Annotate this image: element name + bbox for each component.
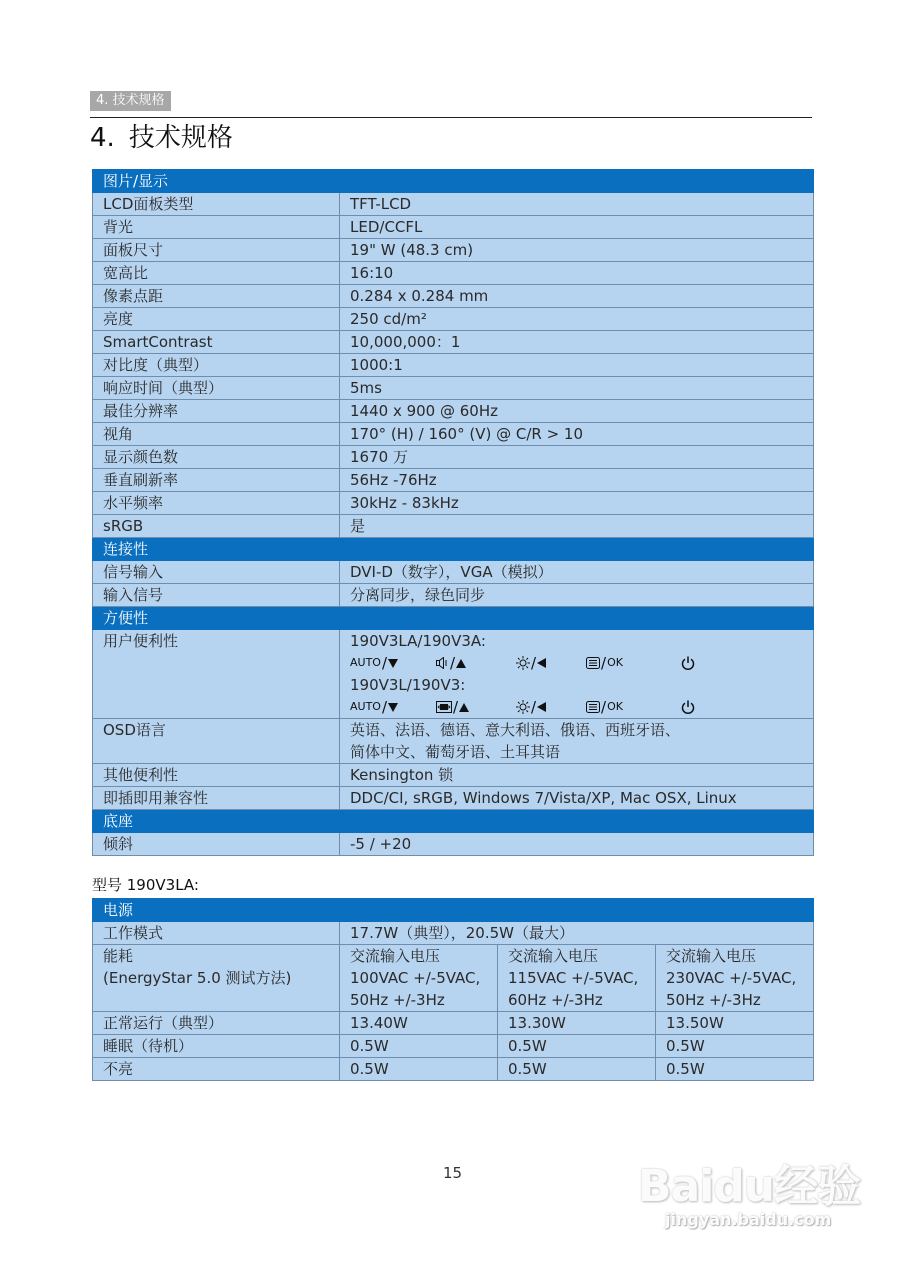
table-row: 能耗 (EnergyStar 5.0 测试方法) 交流输入电压 100VAC +/-5VAC, 50Hz +/-3Hz 交流输入电压 115VAC +/-5VAC, 60Hz +/-3Hz 交流输入电压 230VAC +/-5VAC, 50Hz +/-3Hz — [93, 945, 814, 1012]
model-b-label: 190V3L/190V3: — [350, 676, 466, 694]
control-line-a — [350, 652, 813, 674]
title-text: 技术规格 — [128, 123, 233, 153]
model-label: 型号 190V3LA: — [92, 876, 199, 894]
menu-ok-control: / OK — [586, 696, 681, 718]
menu-icon — [586, 701, 600, 713]
auto-text: AUTO — [350, 700, 381, 713]
table-row: 其他便利性 Kensington 锁 — [93, 764, 814, 787]
table-row: 输入信号 分离同步，绿色同步 — [93, 584, 814, 607]
table-row: 垂直刷新率 56Hz -76Hz — [93, 469, 814, 492]
table-row: 睡眠（待机） 0.5W 0.5W 0.5W — [93, 1035, 814, 1058]
table-row: 背光 LED/CCFL — [93, 216, 814, 239]
triangle-up-icon — [456, 659, 466, 668]
aspect-up-control: / — [436, 696, 516, 718]
header-rule — [90, 117, 812, 118]
page-number: 15 — [442, 1164, 463, 1182]
page-title — [90, 120, 233, 156]
table-row: 对比度（典型） 1000:1 — [93, 354, 814, 377]
table-row: 正常运行（典型） 13.40W 13.30W 13.50W — [93, 1012, 814, 1035]
aspect-ratio-icon — [436, 701, 452, 713]
menu-ok-control: / OK — [586, 652, 681, 674]
table-row: SmartContrast 10,000,000：1 — [93, 331, 814, 354]
brightness-left-control: / — [516, 696, 586, 718]
table-row: LCD面板类型 TFT-LCD — [93, 193, 814, 216]
sun-icon — [516, 700, 530, 714]
ok-text: OK — [607, 656, 623, 669]
title-number: 4. — [90, 123, 115, 153]
table-row: 像素点距 0.284 x 0.284 mm — [93, 285, 814, 308]
triangle-down-icon — [388, 703, 398, 712]
section-header-picture: 图片/显示 — [93, 170, 814, 193]
control-line-b — [350, 696, 813, 718]
speaker-icon — [436, 657, 449, 669]
spec-table — [92, 169, 814, 856]
menu-icon — [586, 657, 600, 669]
table-row: 响应时间（典型） 5ms — [93, 377, 814, 400]
table-row: 即插即用兼容性 DDC/CI, sRGB, Windows 7/Vista/XP, Mac OSX, Linux — [93, 787, 814, 810]
table-row: 视角 170° (H) / 160° (V) @ C/R > 10 — [93, 423, 814, 446]
table-row: 亮度 250 cd/m² — [93, 308, 814, 331]
table-row: OSD语言 英语、法语、德语、意大利语、俄语、西班牙语、 简体中文、葡萄牙语、土耳其语 — [93, 719, 814, 764]
table-row: 宽高比 16:10 — [93, 262, 814, 285]
volume-up-control: / — [436, 652, 516, 674]
triangle-up-icon — [459, 703, 469, 712]
section-header-convenience: 方便性 — [93, 607, 814, 630]
triangle-left-icon — [537, 702, 546, 712]
table-row: 不亮 0.5W 0.5W 0.5W — [93, 1058, 814, 1081]
user-convenience-cell — [340, 630, 814, 719]
watermark-url: jingyan.baidu.com — [665, 1210, 832, 1229]
table-row: 面板尺寸 19" W (48.3 cm) — [93, 239, 814, 262]
power-control — [681, 656, 695, 671]
section-header-connectivity: 连接性 — [93, 538, 814, 561]
power-table — [92, 898, 814, 1081]
watermark-logo: Baidu经验 — [638, 1161, 861, 1212]
triangle-down-icon — [388, 659, 398, 668]
table-row: 用户便利性 190V3LA/190V3A: AUTO / / / / OK 190V3L/190V3: AUTO / / / / OK — [93, 630, 814, 719]
table-row: 工作模式 17.7W（典型），20.5W（最大） — [93, 922, 814, 945]
auto-text: AUTO — [350, 656, 381, 669]
auto-down-control: AUTO / — [350, 696, 436, 718]
power-icon — [681, 656, 695, 671]
table-row: sRGB 是 — [93, 515, 814, 538]
sun-icon — [516, 656, 530, 670]
table-row: 水平频率 30kHz - 83kHz — [93, 492, 814, 515]
ok-text: OK — [607, 700, 623, 713]
triangle-left-icon — [537, 658, 546, 668]
table-row: 倾斜 -5 / +20 — [93, 833, 814, 856]
table-row: 最佳分辨率 1440 x 900 @ 60Hz — [93, 400, 814, 423]
section-tag: 4. 技术规格 — [90, 91, 171, 111]
table-row: 信号输入 DVI-D（数字），VGA（模拟） — [93, 561, 814, 584]
power-control — [681, 700, 695, 715]
table-row: 显示颜色数 1670 万 — [93, 446, 814, 469]
section-header-power: 电源 — [93, 899, 814, 922]
power-icon — [681, 700, 695, 715]
model-a-label: 190V3LA/190V3A: — [350, 632, 486, 650]
auto-down-control: AUTO / — [350, 652, 436, 674]
brightness-left-control: / — [516, 652, 586, 674]
section-header-stand: 底座 — [93, 810, 814, 833]
